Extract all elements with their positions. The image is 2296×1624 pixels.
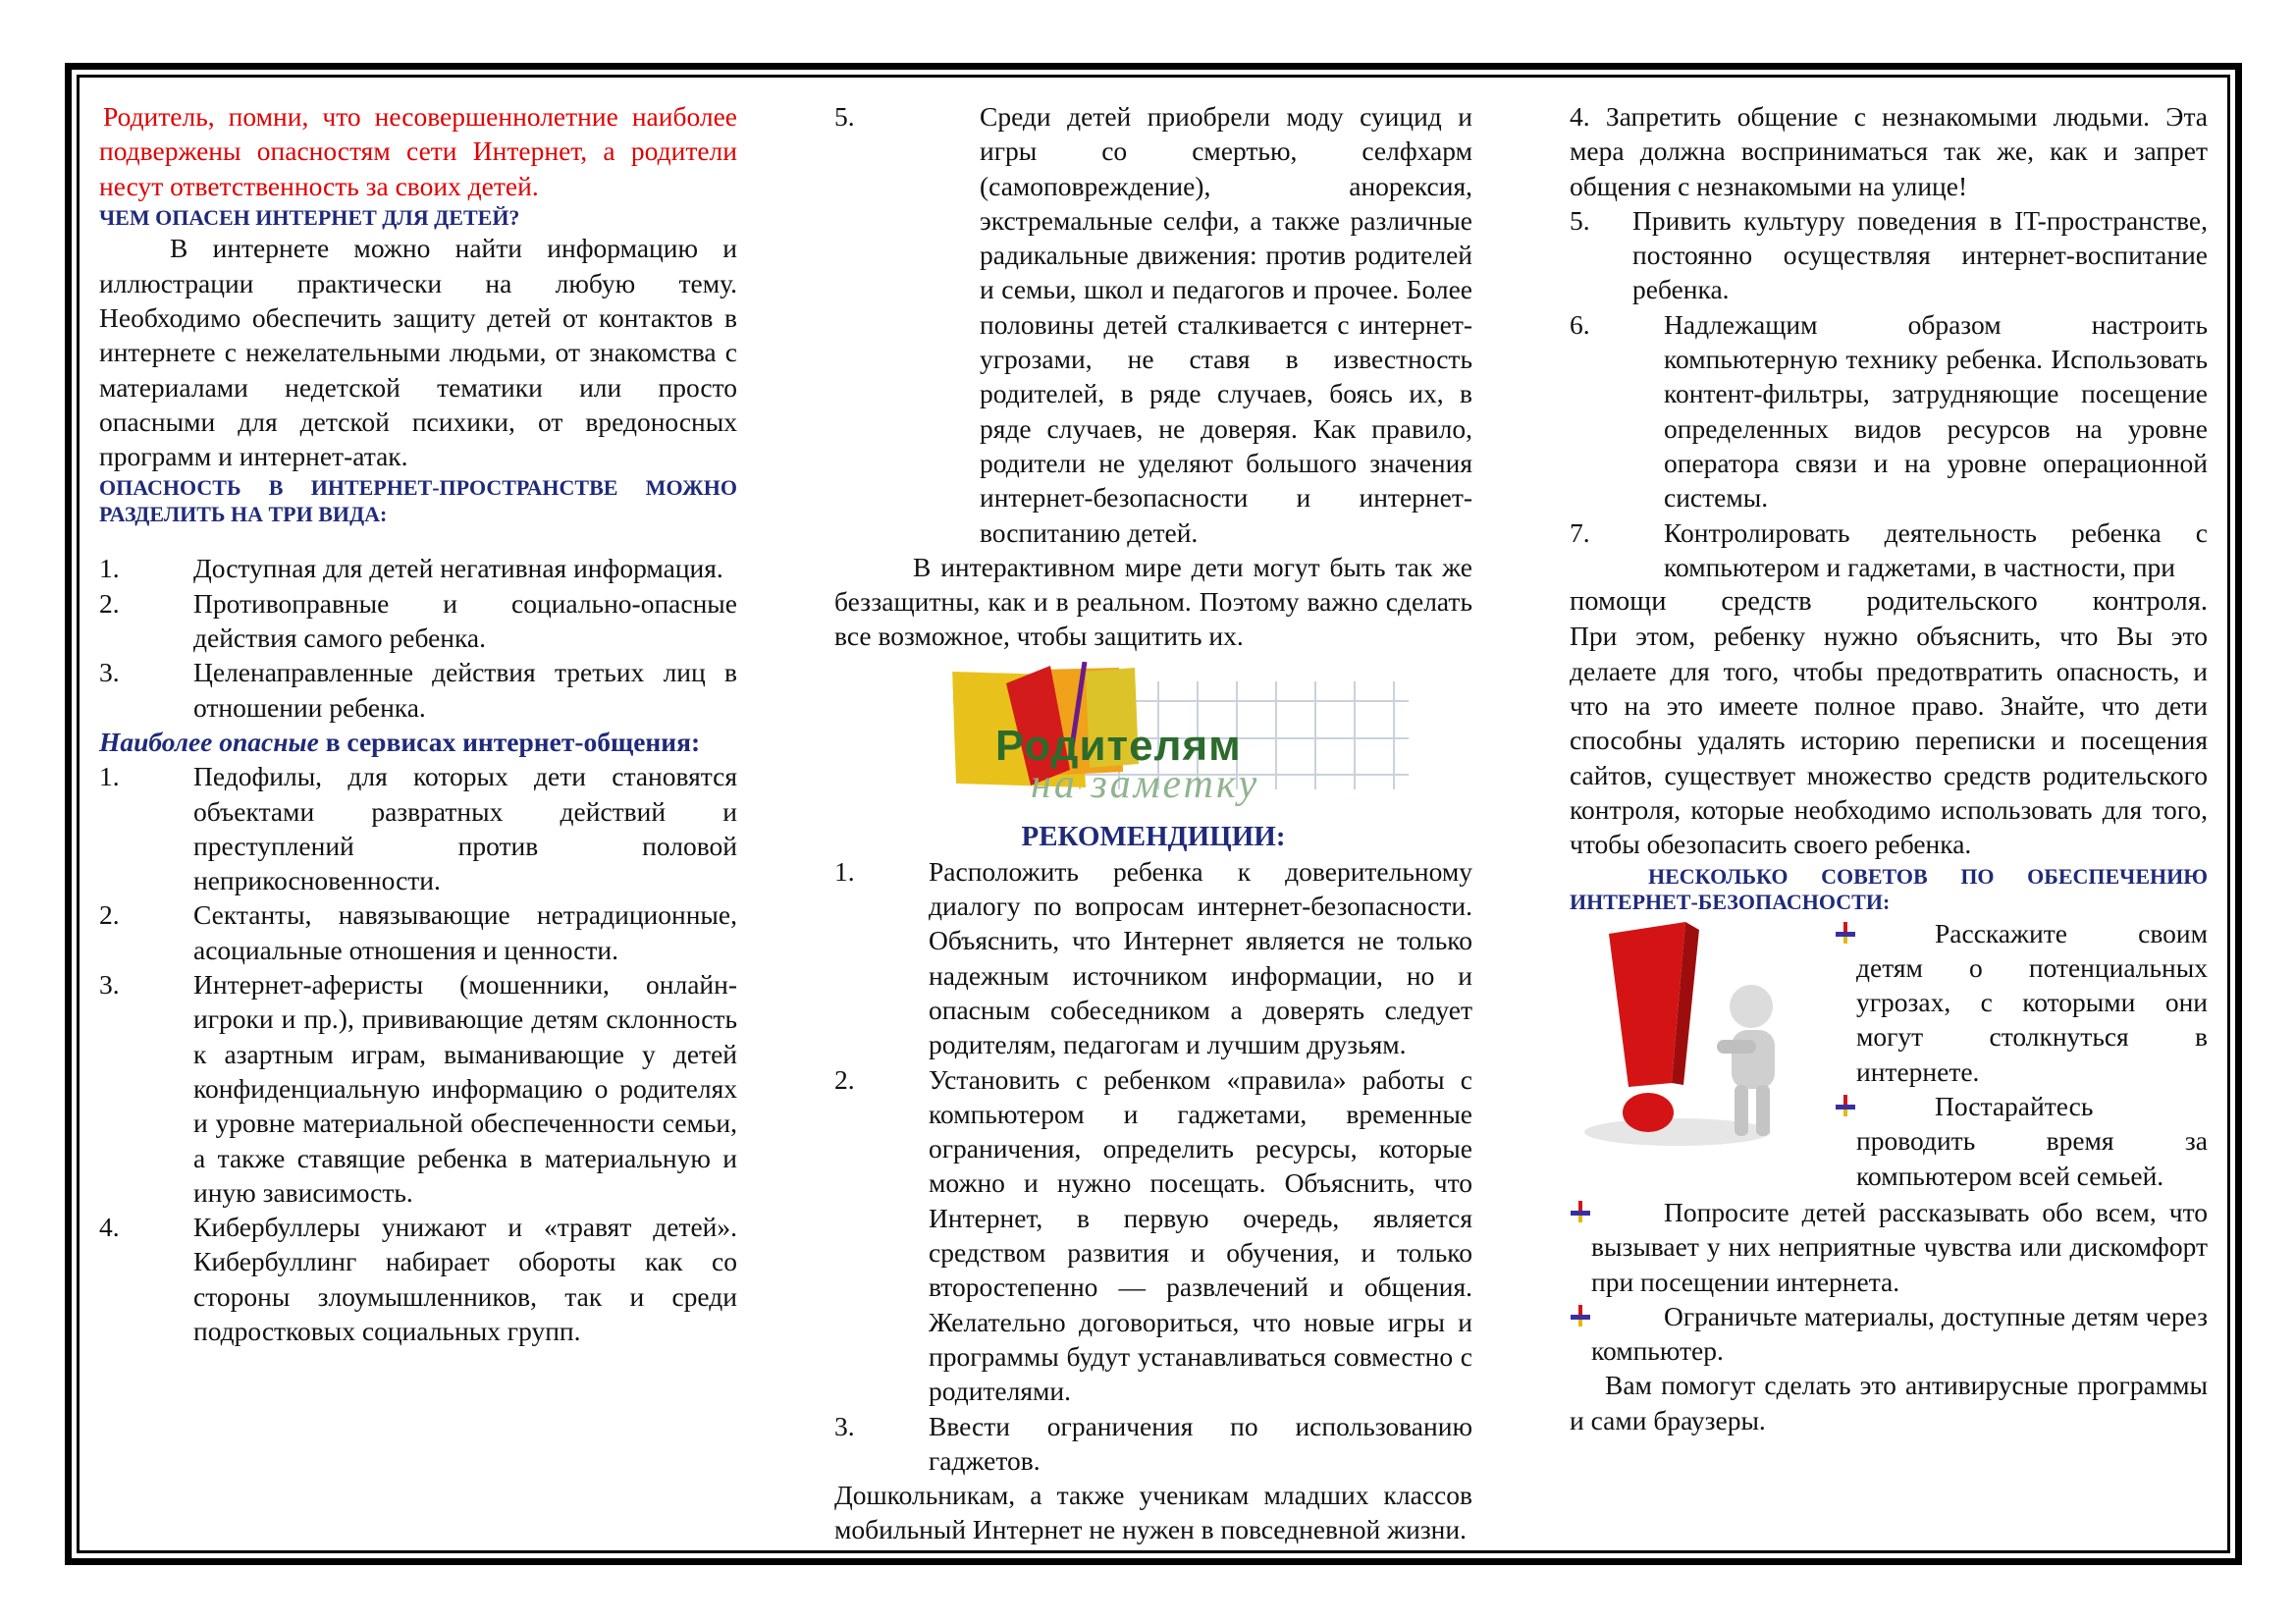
list-text: Целенаправленные действия третьих лиц в отношении ребенка. (193, 657, 737, 723)
list-number: 2. (99, 899, 120, 931)
list-number: 3. (834, 1410, 855, 1441)
list-item (99, 1210, 737, 1348)
bullet-icon (1570, 1201, 1591, 1222)
bullet-icon (1835, 922, 1856, 944)
item7-continued-emphasis: помощи средств родительского контроля. (1570, 586, 2208, 618)
list-text: Расположить ребенка к доверительному диалогу по вопросам интернет-безопасности. Объяснить, что Интернет является не только надежным источником информации, но и опасным собеседником а доверять следует родителям, педагогам и лучшим друзьям. (929, 855, 1472, 1060)
list-text: Доступная для детей негативная информация. (193, 553, 723, 584)
list-text: Ввести ограничения по использованию гаджетов. (929, 1410, 1472, 1476)
item7-continued: При этом, ребенку нужно объяснить, что Вы это делаете для того, чтобы предотвратить опасность, и что на это имеете полное право. Знайте, что дети способны удалять историю переписки и посещения сайтов, существует множество средств родительского контроля, которые необходимо использовать для того, чтобы обезопасить своего ребенка. (1570, 621, 2208, 860)
list-number: 2. (99, 587, 120, 619)
intro-warning: Родитель, помни, что несовершеннолетние наиболее подвержены опасностям сети Интернет, а родители несут ответственность за своих детей. (99, 101, 737, 201)
list-text: Интернет-аферисты (мошенники, онлайн-игроки и пр.), прививающие детям склонность к азартным играм, выманивающие у детей конфиденциальную информацию о родителях и уровне материальной обеспеченности семьи, а также ставящие ребенка в материальную и иную зависимость. (193, 969, 737, 1208)
bullet-icon (1570, 1305, 1591, 1326)
list-text: Сектанты, навязывающие нетрадиционные, асоциальные отношения и ценности. (193, 899, 737, 965)
list-number: 2. (834, 1063, 855, 1095)
list-number: 4. (99, 1212, 120, 1243)
tip-text: Постарайтесь проводить время за компьютером всей семьей. (1856, 1091, 2208, 1191)
list-item (99, 655, 737, 725)
list-number: 1. (834, 855, 855, 887)
list-text: Противоправные и социально-опасные действия самого ребенка. (193, 587, 737, 654)
exclamation-figure-icon (1570, 916, 1815, 1150)
list-text: Привить культуру поведения в IT-пространстве, постоянно осуществляя интернет-воспитание ребенка. (1632, 204, 2208, 305)
list-item (834, 1062, 1472, 1409)
parents-note-banner (913, 662, 1414, 811)
tip-item (1835, 1089, 2208, 1193)
recommendation-list (834, 854, 1472, 1478)
list-item (1570, 99, 2208, 203)
banner-subtitle: на заметку (1031, 761, 1260, 807)
heading-danger-types: ОПАСНОСТЬ В ИНТЕРНЕТ-ПРОСТРАНСТВЕ МОЖНО РАЗДЕЛИТЬ НА ТРИ ВИДА: (99, 475, 737, 526)
services-heading-rest: в сервисах интернет-общения: (325, 726, 701, 757)
tips-heading: НЕСКОЛЬКО СОВЕТОВ ПО ОБЕСПЕЧЕНИЮ ИНТЕРНЕТ-БЕЗОПАСНОСТИ: (1570, 863, 2208, 915)
list-number: 6. (1570, 308, 1590, 340)
list-text-body: Запретить общение с незнакомыми людьми. Эта мера должна восприниматься так же, как и запрет общения с незнакомыми на улице! (1570, 101, 2208, 201)
list-item (1570, 307, 2208, 515)
banner-title: Родителям (995, 721, 1242, 770)
list-text: Контролировать деятельность ребенка с компьютером и гаджетами, в частности, при (1664, 516, 2208, 582)
spacer (99, 527, 737, 551)
list-item (99, 586, 737, 656)
tip-item (1570, 1195, 2208, 1299)
list-number: 1. (99, 761, 120, 792)
list-item (99, 967, 737, 1210)
column-3 (1570, 99, 2208, 1437)
tip-text: Ограничьте материалы, доступные детям через компьютер. (1591, 1300, 2208, 1367)
list-number: 5. (1570, 204, 1590, 236)
list-item (99, 551, 737, 585)
tips-block (1570, 916, 2208, 1369)
list-number: 3. (99, 657, 120, 688)
list-item (1570, 515, 2208, 585)
list-number: 5. (834, 101, 855, 132)
tip-text: Расскажите своим детям о потенциальных угрозах, с которыми они могут столкнуться в интернете. (1856, 917, 2208, 1087)
list-text: Установить с ребенком «правила» работы с компьютером и гаджетами, временные ограничения, определить ресурсы, которые можно и нужно посещать. Объяснить, что Интернет, в первую очередь, является средством развития и обучения, и только второстепенно — развлечений и общения. Желательно договориться, что новые игры и программы будут устанавливаться совместно с родителями. (929, 1063, 1472, 1407)
closing-note: Вам помогут сделать это антивирусные программы и сами браузеры. (1570, 1370, 2208, 1435)
list-number: 4. (1570, 101, 1590, 132)
list-text: Надлежащим образом настроить компьютерную технику ребенка. Использовать контент-фильтры, затрудняющие посещение определенных видов ресурсов на уровне оператора связи и на уровне операционной системы. (1664, 308, 2208, 514)
list-item (99, 759, 737, 897)
services-heading (99, 725, 737, 759)
column-2 (834, 99, 1472, 1547)
list-number: 3. (99, 969, 120, 1001)
tip-item (1570, 1299, 2208, 1369)
list-number: 7. (1570, 516, 1590, 548)
recommendations-title: РЕКОМЕНДИЦИИ: (1021, 820, 1286, 852)
list-item (99, 897, 737, 967)
list-item (834, 99, 1472, 550)
list-number: 1. (99, 553, 120, 584)
danger-list (99, 551, 737, 724)
para-interactive-world: В интерактивном мире дети могут быть так же беззащитны, как и в реальном. Поэтому важно сделать все возможное, чтобы защитить их. (834, 551, 1472, 652)
para-internet-info: В интернете можно найти информацию и иллюстрации практически на любую тему. Необходимо обеспечить защиту детей от контактов в интернете с нежелательными людьми, от знакомства с материалами недетской тематики или просто опасными для детской психики, от вредоносных программ и интернет-атак. (99, 233, 737, 472)
tip-text: Попросите детей рассказывать обо всем, что вызывает у них неприятные чувства или дискомфорт при посещении интернета. (1591, 1196, 2208, 1297)
list-item (834, 1409, 1472, 1479)
list-item (834, 854, 1472, 1062)
list-text: Среди детей приобрели моду суицид и игры со смертью, селфхарм (самоповреждение), анорексия, экстремальные селфи, а также различные радикальные движения: против родителей и семьи, школ и педагогов и прочее. Более половины детей сталкивается с интернет-угрозами, не ставя в известность родителей, в ряде случаев, боясь их, в ряде случаев, не доверяя. Как правило, родители не уделяют большого значения интернет-безопасности и интернет-воспитанию детей. (980, 101, 1472, 548)
list-text: Кибербуллеры унижают и «травят детей». Кибербуллинг набирает обороты как со стороны злоумышленников, так и среди подростковых социальных групп. (193, 1212, 737, 1346)
para-preschool: Дошкольникам, а также ученикам младших классов мобильный Интернет не нужен в повседневной жизни. (834, 1480, 1472, 1545)
services-heading-italic: Наиболее опасные (99, 726, 319, 757)
list-text (1570, 99, 2208, 203)
heading-why-dangerous: ЧЕМ ОПАСЕН ИНТЕРНЕТ ДЛЯ ДЕТЕЙ? (99, 204, 520, 230)
threat-list (99, 759, 737, 1348)
bullet-icon (1835, 1095, 1856, 1116)
column-1 (99, 99, 737, 1348)
tip-item (1835, 916, 2208, 1089)
list-text: Педофилы, для которых дети становятся объектами развратных действий и преступлений против половой неприкосновенности. (193, 761, 737, 896)
tips-right (1835, 916, 2208, 1193)
list-item (1570, 203, 2208, 307)
